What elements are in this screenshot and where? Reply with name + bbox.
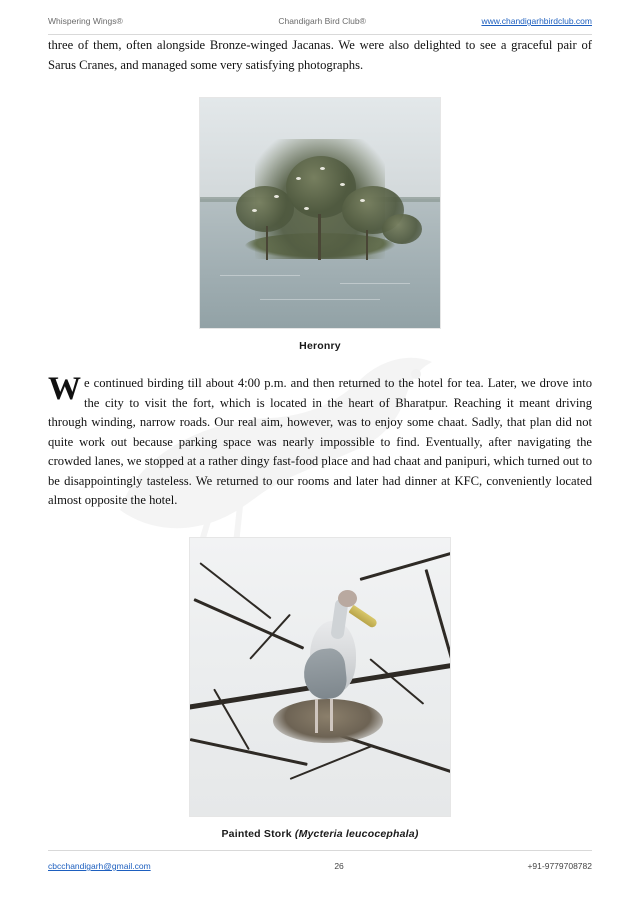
water-ripple-3 [260,299,380,300]
stork-bill [349,605,379,629]
stork-wing [302,647,349,701]
stork-leg-left [315,699,318,733]
branch-upper-left-2 [199,562,271,619]
header-organisation-name: Chandigarh Bird Club® [278,16,366,26]
paragraph-main-text: e continued birding till about 4:00 p.m. and then returned to the hotel for tea. Later, we drove into the city to visit the fort, which is located in the heart of Bharatpur. Reaching it meant driving through winding, narrow roads. Our real aim, however, was to enjoy some chaat. Sadly, that plan did not quite work out because parking space was nearly impossible to find. Eventually, after navigating the crowded lanes, we stopped at a rather dingy fast-food place and had chaat and panipuri, which turned out to be disappointingly tasteless. We returned to our rooms and later had dinner at KFC, conveniently located almost opposite the hotel. [48,376,592,508]
page-header [48,12,592,35]
tree-far-right [382,214,422,244]
figure-heronry [48,97,592,352]
stork-leg-right [330,699,333,731]
tree-trunk-right [366,230,368,260]
paragraph-continuation: three of them, often alongside Bronze-winged Jacanas. We were also delighted to see a graceful pair of Sarus Cranes, and managed some very satisfying photographs. [48,38,592,72]
tree-trunk-center [318,214,321,260]
branch-upper-left [193,598,304,650]
branch-right-vertical [425,569,451,695]
caption-text: Painted Stork [221,827,295,840]
branch-upper-right [360,547,451,580]
drop-cap-letter: W [48,371,81,408]
caption-scientific-name: (Mycteria leucocephala) [294,827,419,840]
figure-caption [48,340,592,352]
page-footer [48,850,592,876]
branch-twig-2 [369,658,424,705]
water-ripple-1 [220,275,300,276]
caption-text: Heronry [299,340,341,353]
stick-nest [273,699,383,743]
branch-twig-1 [249,613,291,659]
header-website-link[interactable]: www.chandigarhbirdclub.com [481,16,592,26]
header-publication-name: Whispering Wings® [48,16,123,26]
painted-stork-photo [189,537,451,817]
footer-email-link[interactable]: cbcchandigarh@gmail.com [48,861,151,871]
tree-left [236,186,294,232]
tree-trunk-left [266,226,268,260]
branch-lower-left [190,738,308,766]
heronry-photo [199,97,441,329]
paragraph-main [48,371,592,511]
footer-page-number: 26 [334,861,344,871]
branch-lower-right [340,734,451,777]
footer-phone-number: +91-9779708782 [527,861,592,871]
water-ripple-2 [340,283,410,284]
figure-caption [48,828,592,840]
page-content [48,36,592,840]
figure-painted-stork [48,537,592,840]
